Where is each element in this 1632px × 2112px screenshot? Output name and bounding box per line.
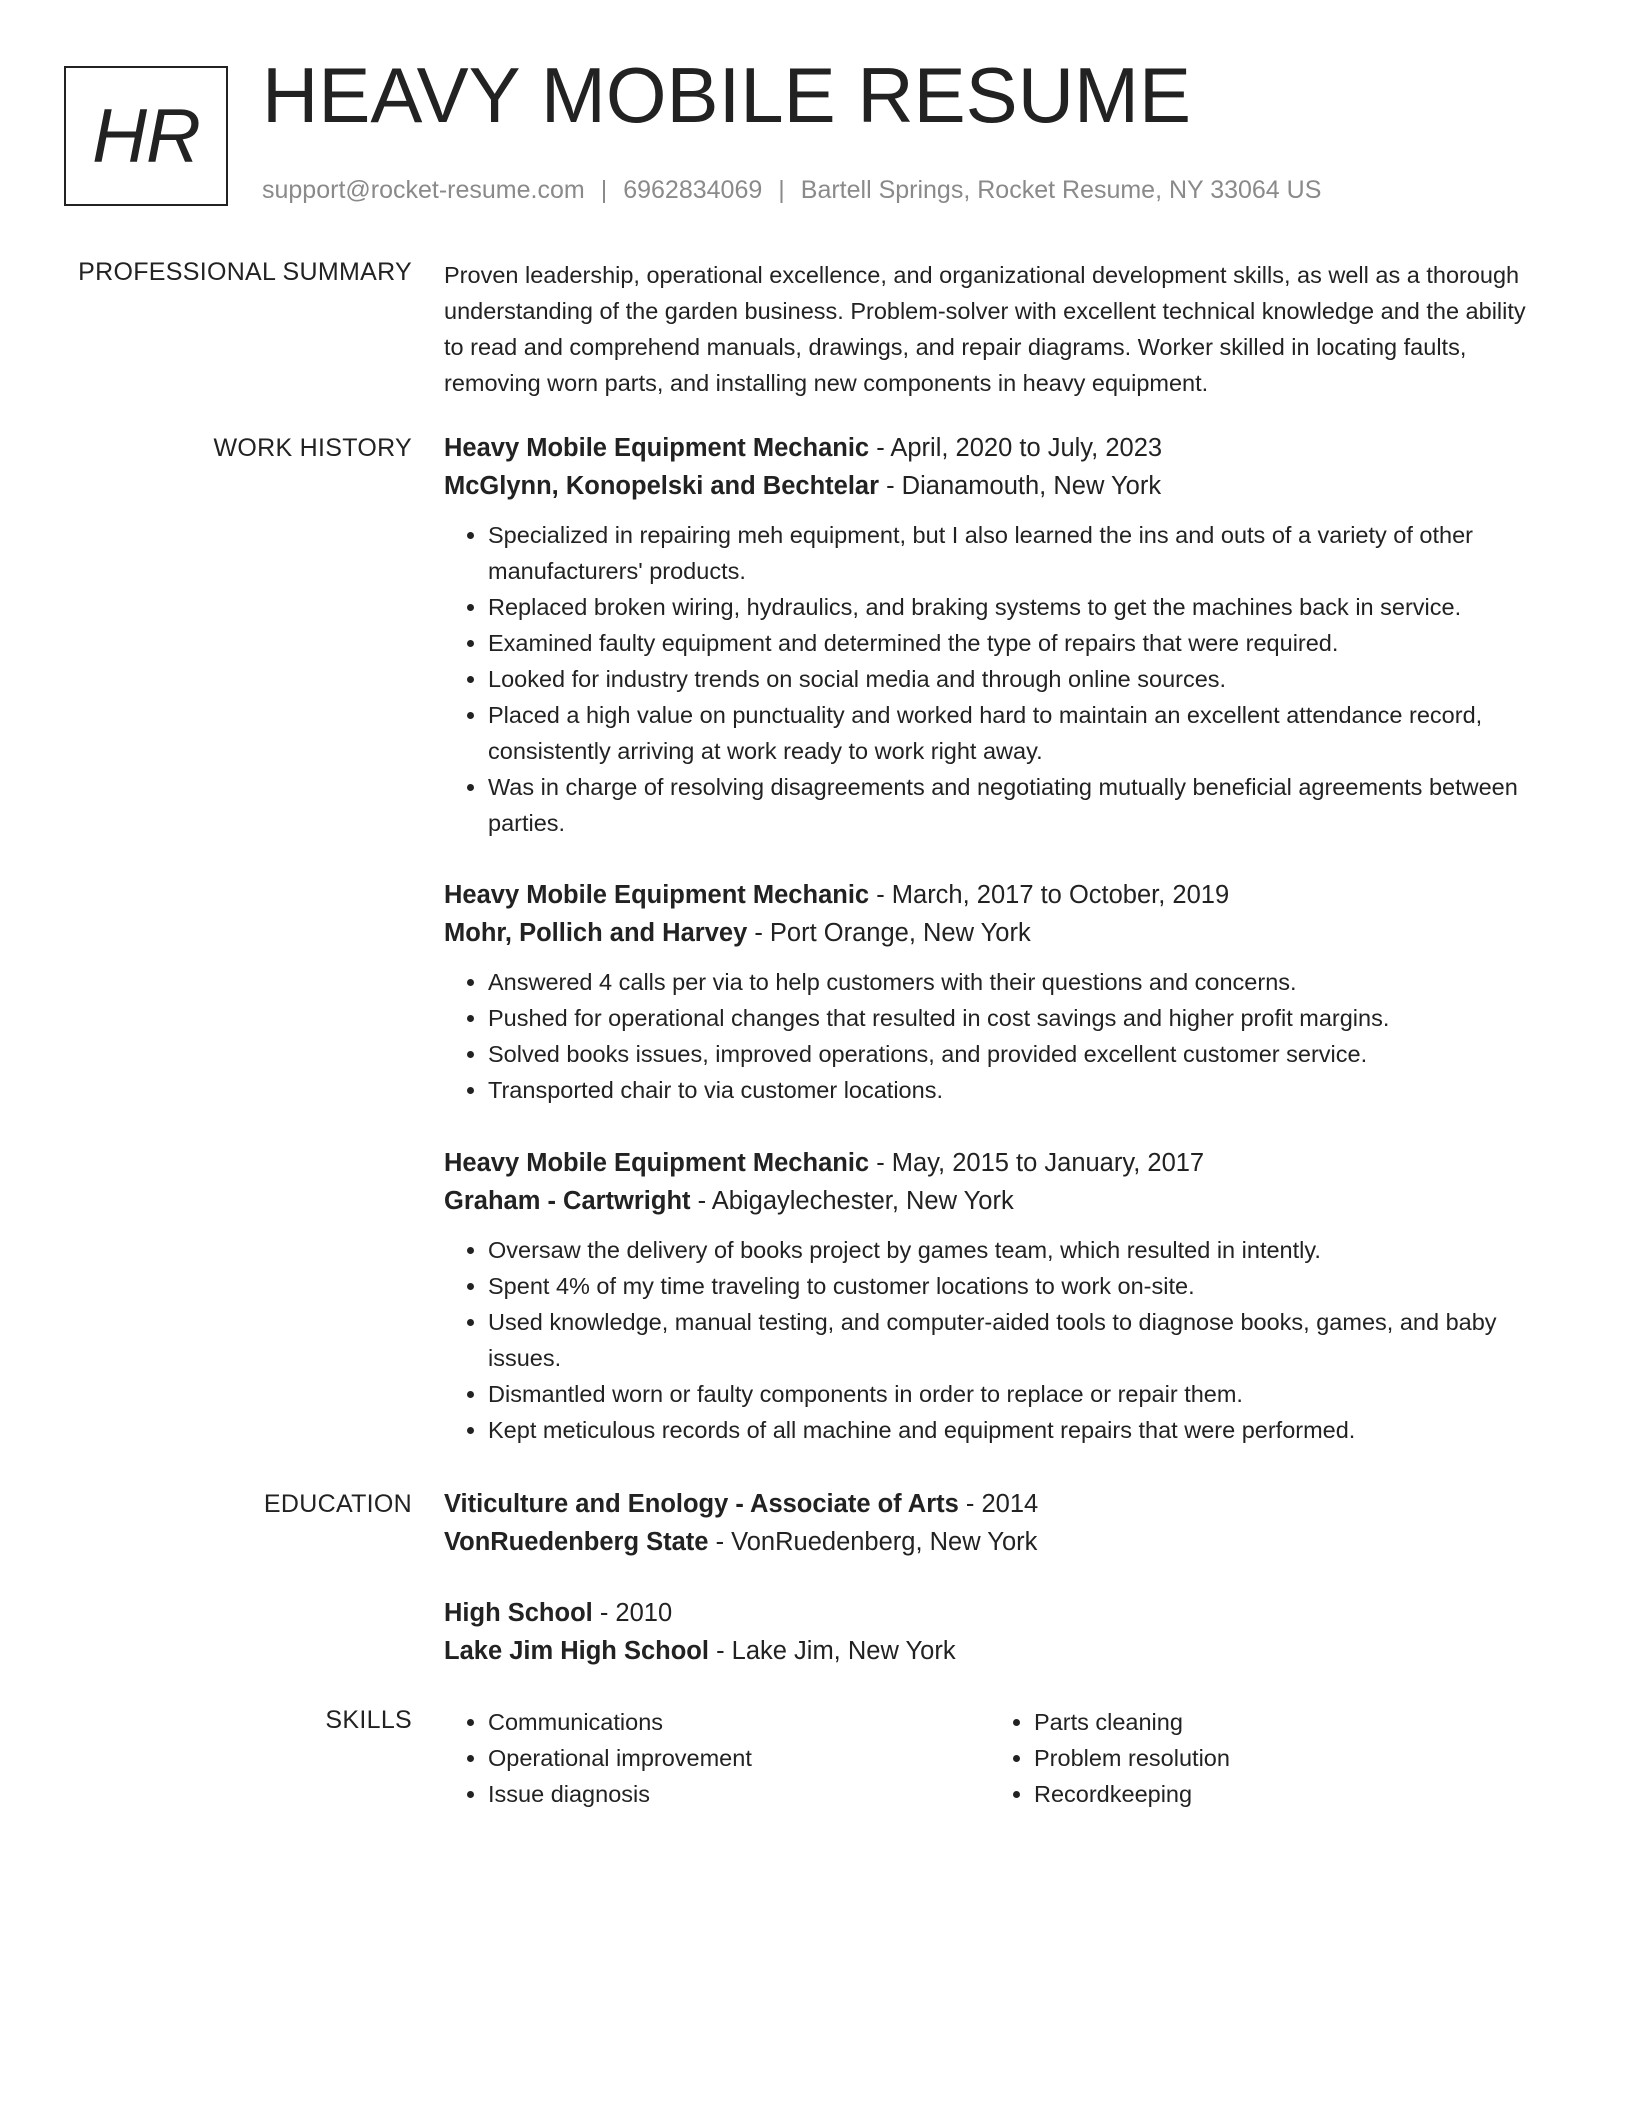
job-title: Heavy Mobile Equipment Mechanic (444, 434, 870, 462)
section-title-summary: PROFESSIONAL SUMMARY (78, 258, 412, 286)
school: Lake Jim High School (444, 1637, 709, 1665)
skill-item: • Issue diagnosis (488, 1776, 752, 1812)
list-item: • Dismantled worn or faulty components in order to replace or repair them. (488, 1376, 1554, 1412)
education-year: - 2010 (592, 1599, 673, 1627)
phone: 6962834069 (623, 176, 763, 204)
list-item: • Pushed for operational changes that resulted in cost savings and higher profit margins. (488, 1000, 1554, 1036)
list-item: • Specialized in repairing meh equipment, but I also learned the ins and outs of a variety of other manufacturers' products. (488, 517, 1554, 589)
degree: Viticulture and Enology - Associate of Arts (444, 1490, 959, 1518)
list-item: • Looked for industry trends on social media and through online sources. (488, 661, 1554, 697)
list-item: • Was in charge of resolving disagreements and negotiating mutually beneficial agreements between parties. (488, 769, 1554, 841)
skill-item: • Operational improvement (488, 1740, 752, 1776)
education-entry (444, 1485, 1554, 1561)
list-item: • Answered 4 calls per via to help customers with their questions and concerns. (488, 964, 1554, 1000)
section-title-skills: SKILLS (325, 1706, 412, 1734)
job-location: - Port Orange, New York (747, 919, 1031, 947)
degree-line (444, 1485, 1554, 1523)
degree: High School (444, 1599, 593, 1627)
job-entry (444, 429, 1554, 841)
list-item: • Oversaw the delivery of books project by games team, which resulted in intently. (488, 1232, 1554, 1268)
list-item: • Examined faulty equipment and determined the type of repairs that were required. (488, 625, 1554, 661)
list-item: • Replaced broken wiring, hydraulics, and braking systems to get the machines back in service. (488, 589, 1554, 625)
list-item: • Placed a high value on punctuality and worked hard to maintain an excellent attendance record, consistently arriving at work ready to work right away. (488, 697, 1554, 769)
separator: | (600, 176, 608, 204)
summary-text: Proven leadership, operational excellence, and organizational development skills, as well as a thorough understanding of the garden business. Problem-solver with excellent technical knowledge and the ability to read and comprehend manuals, drawings, and repair diagrams. Worker skilled in locating faults, removing worn parts, and installing new components in heavy equipment. (444, 262, 1526, 396)
job-bullets (444, 517, 1554, 841)
school: VonRuedenberg State (444, 1528, 709, 1556)
section-title-work: WORK HISTORY (213, 434, 412, 462)
monogram: HR (64, 66, 228, 206)
skill-item: • Problem resolution (1034, 1740, 1230, 1776)
job-company: Graham - Cartwright (444, 1187, 691, 1215)
degree-line (444, 1594, 1554, 1632)
list-item: • Kept meticulous records of all machine and equipment repairs that were performed. (488, 1412, 1554, 1448)
job-entry (444, 876, 1554, 1108)
address: Bartell Springs, Rocket Resume, NY 33064 US (800, 176, 1322, 204)
job-entry (444, 1144, 1554, 1448)
job-company: Mohr, Pollich and Harvey (444, 919, 748, 947)
job-bullets (444, 1232, 1554, 1448)
job-company-line (444, 467, 1554, 505)
education-year: - 2014 (958, 1490, 1039, 1518)
list-item: • Spent 4% of my time traveling to customer locations to work on-site. (488, 1268, 1554, 1304)
list-item: • Solved books issues, improved operations, and provided excellent customer service. (488, 1036, 1554, 1072)
skill-item: • Parts cleaning (1034, 1704, 1230, 1740)
skill-item: • Recordkeeping (1034, 1776, 1230, 1812)
school-location: - Lake Jim, New York (708, 1637, 956, 1665)
job-location: - Dianamouth, New York (879, 472, 1162, 500)
job-title-line (444, 1144, 1554, 1182)
job-title-line (444, 429, 1554, 467)
job-dates: - April, 2020 to July, 2023 (869, 434, 1163, 462)
skills-list-left (444, 1704, 752, 1812)
job-dates: - March, 2017 to October, 2019 (869, 881, 1230, 909)
job-bullets (444, 964, 1554, 1108)
skills-list-right (990, 1704, 1230, 1812)
separator: | (778, 176, 785, 204)
school-location: - VonRuedenberg, New York (708, 1528, 1038, 1556)
school-line (444, 1632, 1554, 1670)
list-item: • Transported chair to via customer locations. (488, 1072, 1554, 1108)
job-dates: - May, 2015 to January, 2017 (869, 1149, 1205, 1177)
resume-name: HEAVY MOBILE RESUME (262, 51, 1192, 139)
list-item: • Used knowledge, manual testing, and computer-aided tools to diagnose books, games, and baby issues. (488, 1304, 1554, 1376)
job-title-line (444, 876, 1554, 914)
email: support@rocket-resume.com (262, 176, 585, 204)
section-title-education: EDUCATION (263, 1490, 412, 1518)
job-title: Heavy Mobile Equipment Mechanic (444, 1149, 870, 1177)
skill-item: • Communications (488, 1704, 752, 1740)
job-company-line (444, 1182, 1554, 1220)
job-company-line (444, 914, 1554, 952)
education-entry (444, 1594, 1554, 1670)
job-title: Heavy Mobile Equipment Mechanic (444, 881, 870, 909)
school-line (444, 1523, 1554, 1561)
job-company: McGlynn, Konopelski and Bechtelar (444, 472, 880, 500)
job-location: - Abigaylechester, New York (690, 1187, 1014, 1215)
contact-line (262, 176, 1321, 205)
